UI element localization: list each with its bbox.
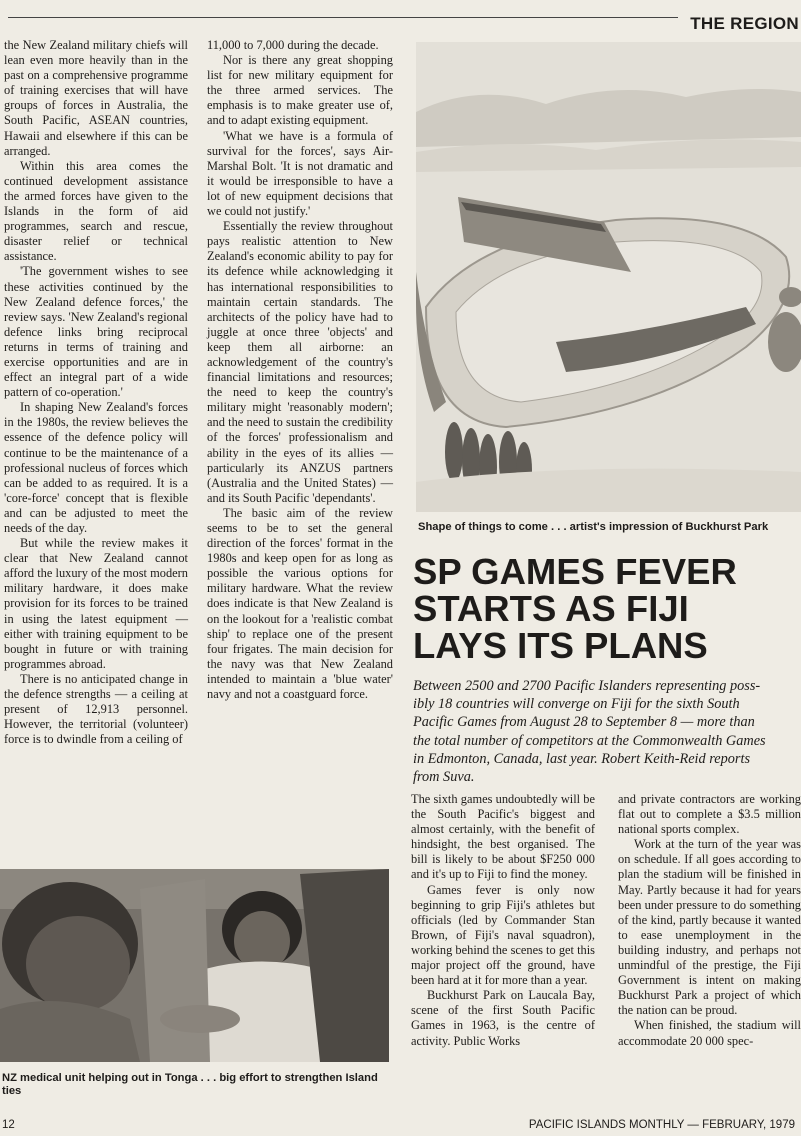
page-number: 12: [2, 1119, 15, 1131]
standfirst-line: in Edmonton, Canada, last year. Robert Keith-Reid reports: [413, 750, 751, 767]
paragraph: The sixth games undoubtedly will be the South Pacific's biggest and almost certainly, with the benefit of hindsight, the best organised. The bill is likely to be about $F250 000 and it's up to Fiji to find the money.: [411, 792, 595, 882]
headline: [413, 553, 801, 664]
article-column-1: [4, 38, 188, 747]
paragraph: There is no anticipated change in the defence strengths — a ceiling at present of 12,913 personnel. However, the territorial (volunteer) force is to dwindle from a ceiling of: [4, 671, 188, 747]
paragraph: Within this area comes the continued development assistance the armed forces have given to the Islands in the form of aid programmes, search and rescue, disaster relief or technical assistance.: [4, 158, 188, 264]
article-column-2: [207, 38, 393, 702]
stadium-drawing: [416, 42, 801, 512]
games-column-2: [618, 792, 801, 1049]
paragraph: Games fever is only now beginning to grip Fiji's athletes but officials (led by Commander Stan Brown, of Fiji's naval squadron), working behind the scenes to get this major project off the ground, have been hard at it for more than a year.: [411, 882, 595, 988]
standfirst-line: ibly 18 countries will converge on Fiji for the sixth South: [413, 696, 740, 713]
paragraph: and private contractors are working flat out to complete a $3.5 million national sports complex.: [618, 792, 801, 837]
photo-image: [0, 869, 389, 1062]
games-column-1: [411, 792, 595, 1049]
standfirst-line: from Suva.: [413, 769, 475, 786]
paragraph: Work at the turn of the year was on schedule. If all goes according to plan the stadium will be finished in May. Partly because it had for years been under pressure to do something of the kind, partly because it wanted to ease unemployment in the building industry, and perhaps not unmindful of the prestige, the Fiji Government is intent on making Buckhurst Park a project of which the nation can be proud.: [618, 837, 801, 1018]
paragraph: 'The government wishes to see these activities continued by the New Zealand defence forces,' the review says. 'New Zealand's regional defence links bring reciprocal returns in terms of training and exercise opportunities and are in effect an integral part of a wide pattern of co-operation.': [4, 264, 188, 400]
paragraph: 11,000 to 7,000 during the decade.: [207, 38, 379, 52]
headline-line: STARTS AS FIJI: [413, 588, 689, 629]
standfirst: [413, 677, 801, 786]
section-heading: THE REGION: [690, 14, 799, 33]
medical-unit-photo: [0, 869, 389, 1062]
paragraph: In shaping New Zealand's forces in the 1980s, the review believes the essence of the defence policy will continue to be the maintenance of a professional nucleus of forces which can be added to as required. It is a 'core-force' concept that is flexible and can be adjusted to meet the needs of the day.: [4, 400, 188, 535]
paragraph: the New Zealand military chiefs will lean even more heavily than in the past on a comprehensive programme of training exercises that will have groups of forces in Australia, the South Pacific, ASEAN countries, Hawaii and elsewhere if this can be arranged.: [4, 38, 188, 158]
standfirst-line: Between 2500 and 2700 Pacific Islanders representing poss-: [413, 678, 761, 694]
standfirst-line: Pacific Games from August 28 to September 8 — more than: [413, 714, 755, 731]
paragraph: When finished, the stadium will accommodate 20 000 spec-: [618, 1018, 801, 1048]
headline-line: SP GAMES FEVER: [413, 551, 737, 592]
stadium-illustration: [416, 42, 801, 512]
header-rule: [8, 17, 678, 18]
drawing-caption: Shape of things to come . . . artist's impression of Buckhurst Park: [418, 521, 769, 533]
headline-line: LAYS ITS PLANS: [413, 625, 708, 666]
standfirst-line: the total number of competitors at the Commonwealth Games: [413, 732, 766, 749]
photo-caption: NZ medical unit helping out in Tonga . . . big effort to strengthen Island ties: [2, 1072, 378, 1097]
paragraph: Nor is there any great shopping list for new military equipment for the three armed services. The emphasis is to make greater use of, and to adapt existing equipment.: [207, 53, 393, 128]
paragraph: Essentially the review throughout pays realistic attention to New Zealand's economic ability to pay for its defence while acknowledging it has international responsibilities to maintain certain standards. The architects of the policy have had to juggle at once three 'objects' and keep them all airborne: an acknowledgement of the country's financial limitations and resources; the need to keep the country's military might 'reasonably modern'; and the need to sustain the credibility of the forces' professionalism and ability in the eyes of its allies — particularly its ANZUS partners (Australia and the United States) — and its South Pacific 'dependants'.: [207, 219, 393, 505]
journal-footer: PACIFIC ISLANDS MONTHLY — FEBRUARY, 1979: [528, 1119, 795, 1131]
paragraph: But while the review makes it clear that New Zealand cannot afford the luxury of the most modern military hardware, it does make provision for its forces to be trained in using the latest equipment — either with training equipment to be bought in future or with training programmes abroad.: [4, 536, 188, 671]
paragraph: Buckhurst Park on Laucala Bay, scene of the first South Pacific Games in 1963, is the centre of activity. Public Works: [411, 988, 595, 1048]
paragraph: 'What we have is a formula of survival for the forces', says Air-Marshal Bolt. 'It is not dramatic and it would be irresponsible to have a lot of new equipment decisions that we could not justify.': [207, 128, 393, 219]
paragraph: The basic aim of the review seems to be to set the general direction of the forces' format in the 1980s and keep open for as long as possible the various options for military hardware. What the review does indicate is that New Zealand is on the lookout for a 'realistic combat ship' to replace one of the present four frigates. The main decision for the navy was that New Zealand intended to maintain a 'blue water' navy and not a coastguard force.: [207, 505, 393, 702]
